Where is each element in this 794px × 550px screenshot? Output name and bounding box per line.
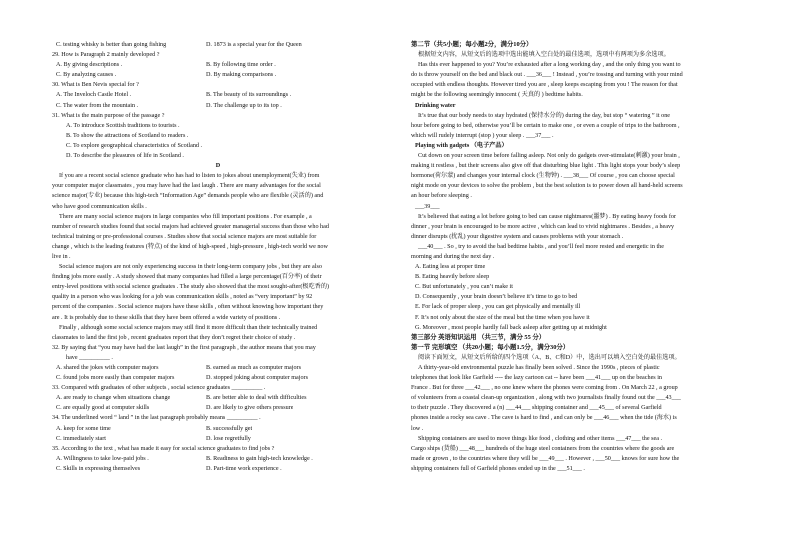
- option-line: B. Eating heavily before sleep: [415, 274, 490, 281]
- text-line: finding jobs more easily . A study showed that many companies had filled a large percentage(百分率) of their: [52, 274, 322, 281]
- option-row: [52, 90, 384, 100]
- text-line: number of research studies found that social majors had achieved greater managerial success than those who had: [52, 223, 329, 230]
- section-heading: 第一节 完形填空 （共20小题；每小题1.5分，满分30分）: [411, 343, 570, 351]
- option-line: C. But unfortunately , you can’t make it: [415, 284, 513, 291]
- text-line: change , which is the leading features (特点) of the kind of high-speed , high-pressure , high-tech world we now: [52, 243, 328, 250]
- answer-option: C. By analyzing causes .: [56, 72, 117, 79]
- option-row: [52, 393, 384, 403]
- left-column: [52, 40, 384, 474]
- answer-option: C. testing whisky is better than going fishing: [56, 42, 167, 48]
- right-column: [411, 40, 743, 474]
- subheading: Drinking water: [415, 102, 456, 109]
- paragraph-line: Has this ever happened to you? You’re exhausted after a long working day , and the only thing you want to: [418, 62, 681, 69]
- text-line: occupied with endless thoughts. However tired you are , sleep keeps escaping from you ! The reason for that: [411, 82, 678, 89]
- text-line: morning and during the next day .: [411, 253, 495, 260]
- answer-option: D. Part-time work experience .: [206, 465, 282, 472]
- answer-option: C. are equally good at computer skills: [56, 405, 150, 412]
- paragraph-line: It’s believed that eating a lot before going to bed can cause nightmares(噩梦) . By eating heavy foods for: [418, 213, 676, 220]
- option-row: [52, 60, 384, 70]
- answer-option: C. The water from the mountain .: [56, 102, 139, 109]
- text-line: which will rudely interrupt (stop ) your sleep . ___37___ .: [411, 132, 554, 139]
- text-line: percent of the companies . Social science majors have these skills , often without knowing how important they: [52, 304, 324, 311]
- option-line: B. To show the attractions of Scotland to readers .: [66, 132, 189, 139]
- text-line: classmates to land the first job , recent graduates report that they don’t regret their choice of study .: [52, 334, 296, 341]
- text-line: shipping containers full of Garfield phones ended up in the ___51___ .: [411, 465, 585, 472]
- question-stem: 32. By saying that “you may have had the last laugh” in the first paragraph , the author means that you may: [52, 344, 316, 351]
- text-line: are . It is probably due to these skills that they have been offered a wide variety of positions .: [52, 314, 281, 321]
- answer-option: B. earned as much as computer majors: [206, 365, 301, 371]
- answer-option: C. immediately start: [56, 435, 106, 442]
- answer-option: D. stopped joking about computer majors: [206, 375, 308, 382]
- text-line: dinner , your brain is encouraged to be more active , which can lead to vivid nightmares . Besides , a heavy: [411, 223, 675, 230]
- answer-option: B. By following time order .: [206, 62, 276, 69]
- question-stem: 33. Compared with graduates of other subjects , social science graduates __________ .: [52, 385, 266, 392]
- option-line: A. Eating less at proper time: [415, 264, 486, 271]
- answer-option: A. The Inveloch Castle Hotel .: [56, 92, 132, 99]
- text-line: hour before going to bed, otherwise you’ll be certain to make one , or even a couple of trips to the bathroom ,: [411, 122, 680, 129]
- paragraph-line: It’s true that our body needs to stay hydrated (保持水分的) during the day, but stop “ watering ” it one: [418, 112, 670, 119]
- option-line: G. Moreover , most people hardly fall back asleep after getting up at midnight: [415, 324, 607, 331]
- paragraph-line: Finally , although some social science majors may still find it more difficult than their technically trained: [59, 324, 318, 331]
- text-line: your computer major classmates , you may have had the last laugh . There are many advantages for the social: [52, 183, 321, 190]
- option-line: C. To explore geographical characteristics of Scotland .: [66, 142, 203, 149]
- section-letter: D: [215, 163, 221, 170]
- option-row: [52, 464, 384, 474]
- option-row: [52, 434, 384, 444]
- answer-option: A. Willingness to take low-paid jobs .: [56, 455, 149, 462]
- text-line: who have good communication skills .: [52, 203, 147, 210]
- option-row: [52, 40, 384, 50]
- text-line: low .: [411, 425, 424, 432]
- paragraph-line: Cut down on your screen time before falling asleep. Not only do gadgets over-stimulate(刺激) your brain ,: [418, 153, 680, 160]
- option-row: [52, 101, 384, 111]
- option-line: ___39___: [415, 203, 440, 210]
- answer-option: C. found jobs more easily than computer majors: [56, 375, 175, 382]
- option-row: [52, 403, 384, 413]
- text-line: hormone(荷尔蒙) and changes your internal clock (生物钟) . ___38___ Of course , you can choose special: [411, 173, 675, 180]
- option-row: [52, 454, 384, 464]
- text-line: live in .: [52, 253, 71, 260]
- paragraph-line: 阅读下面短文，从短文后所给的四个选项（A、B、C和D）中，选出可以填入空白处的最佳选项。: [418, 354, 681, 361]
- section-heading: 第二节（共5小题；每小题2分，满分10分）: [411, 41, 533, 48]
- answer-option: C. Skills in expressing themselves: [56, 465, 141, 472]
- question-stem: 34. The underlined word “ land ” in the last paragraph probably means __________ .: [52, 415, 261, 422]
- option-row: [52, 424, 384, 434]
- text-line: science major(专业) because this high-tech “Information Age” demands people who are flexible (灵活的) and: [52, 193, 324, 200]
- text-line: an hour before sleeping .: [411, 193, 472, 200]
- answer-option: D. 1873 is a special year for the Queen: [206, 42, 302, 48]
- answer-option: D. The challenge up to its top .: [206, 102, 282, 109]
- question-stem: 35. According to the text , what has made it easy for social science graduates to find jobs ?: [52, 445, 275, 452]
- answer-option: D. lose regretfully: [206, 435, 251, 442]
- paragraph-line: ___40___ . So , try to avoid the bad bedtime habits , and you’ll feel more rested and energetic in the: [418, 243, 664, 250]
- text-line: making it restless , but their screens also give off that disturbing blue light . This light stops your body’s sleep: [411, 163, 681, 170]
- answer-option: A. shared the jokes with computer majors: [56, 365, 159, 371]
- answer-option: D. are likely to give others pressure: [206, 405, 294, 412]
- option-row: [52, 363, 384, 373]
- text-line: telephones that look like Garfield ---- the lazy cartoon cat -- have been ___41___ up on the beaches in: [411, 375, 662, 382]
- answer-option: A. keep for some time: [56, 425, 111, 432]
- text-line: Cargo ships (货船) ___48___ hundreds of the huge steel containers from the countries where the goods are: [411, 445, 675, 452]
- paragraph-line: Social science majors are not only experiencing success in their long-term company jobs , but they are also: [59, 264, 322, 271]
- option-line: A. To introduce Scottish traditions to tourists .: [66, 122, 180, 129]
- question-stem: 31. What is the main purpose of the passage ?: [52, 112, 165, 119]
- option-row: [52, 70, 384, 80]
- text-line: might be the following seemingly innocent ( 天真的 ) bedtime habits.: [411, 92, 583, 99]
- text-line: entry-level positions with social science graduates . The study also showed that the most sought-after(极吃香的): [52, 284, 330, 291]
- option-line: E. For lack of proper sleep , you can get physically and mentally ill: [415, 304, 581, 311]
- answer-option: B. Readiness to gain high-tech knowledge .: [206, 455, 313, 462]
- answer-option: B. The beauty of its surroundings .: [206, 92, 292, 99]
- paragraph-line: 根据短文内容，从短文后的选项中选出能填入空白处的最佳选项，选项中有两项为多余选项。: [418, 52, 670, 59]
- text-line: phones inside a rocky sea cave . The cave is hard to find , and can only be ___46___ when the tide (海水) is: [411, 415, 677, 422]
- answer-option: B. successfully get: [206, 425, 253, 432]
- subheading: Playing with gadgets （电子产品）: [415, 142, 508, 149]
- text-line: to their puzzle . They discovered a (n) ___44___ shipping container and ___45___ of several Garfield: [411, 405, 662, 412]
- question-stem: 30. What is Ben Nevis special for ?: [52, 82, 139, 89]
- option-line: F. It’s not only about the size of the meal but the time when you have it: [415, 314, 590, 321]
- text-line: of volunteers from a coastal clean-up organization , along with two journalists finally found out the ___43___: [411, 395, 681, 402]
- text-line: night mode on your devices to solve the problem , but the best solution is to power down all hand-held screens: [411, 183, 683, 190]
- text-line: technical training or pre-professional courses . Studies show that social science majors are most suitable for: [52, 233, 317, 240]
- answer-option: A. are ready to change when situations change: [56, 395, 171, 402]
- text-line: France . But for three ___42___ , no one knew where the phones were coming from . On March 22 , a group: [411, 385, 678, 392]
- text-line: made or grown , to the countries where they will be ___49___ . However , ___50___ knows for sure how the: [411, 455, 680, 462]
- question-stem: 29. How is Paragraph 2 mainly developed ?: [52, 52, 160, 59]
- answer-option: A. By giving descriptions .: [56, 62, 123, 69]
- paragraph-line: If you are a recent social science graduate who has had to listen to jokes about unemployment(失业) from: [59, 173, 320, 180]
- option-line: have __________ .: [66, 354, 113, 361]
- section-heading: 第三部分 英语知识运用 （共三节，满分 55 分）: [411, 333, 546, 341]
- answer-option: D. By making comparisons .: [206, 72, 277, 79]
- paragraph-line: There are many social science majors in large companies who fill important positions . For example , a: [59, 213, 312, 220]
- answer-option: B. are better able to deal with difficulties: [206, 395, 307, 402]
- option-line: D. To describe the pleasures of life in Scotland .: [66, 153, 184, 160]
- option-line: D. Consequently , your brain doesn’t believe it’s time to go to bed: [415, 294, 578, 301]
- paragraph-line: Shipping containers are used to move things like food , clothing and other items ___47___ the sea .: [418, 435, 663, 442]
- text-line: dinner disrupts (扰乱) your digestive system and causes problems with your stomach .: [411, 233, 624, 240]
- option-row: [52, 373, 384, 383]
- paragraph-line: A thirty-year-old environmental puzzle has finally been solved . Since the 1990s , pieces of plastic: [418, 365, 660, 371]
- text-line: quality in a person who was looking for a job was communication skills , noted as “very important” by 92: [52, 294, 313, 301]
- text-line: do is throw yourself on the bed and black out . ___36___ ! Instead , you’re tossing and turning with your mind: [411, 72, 683, 79]
